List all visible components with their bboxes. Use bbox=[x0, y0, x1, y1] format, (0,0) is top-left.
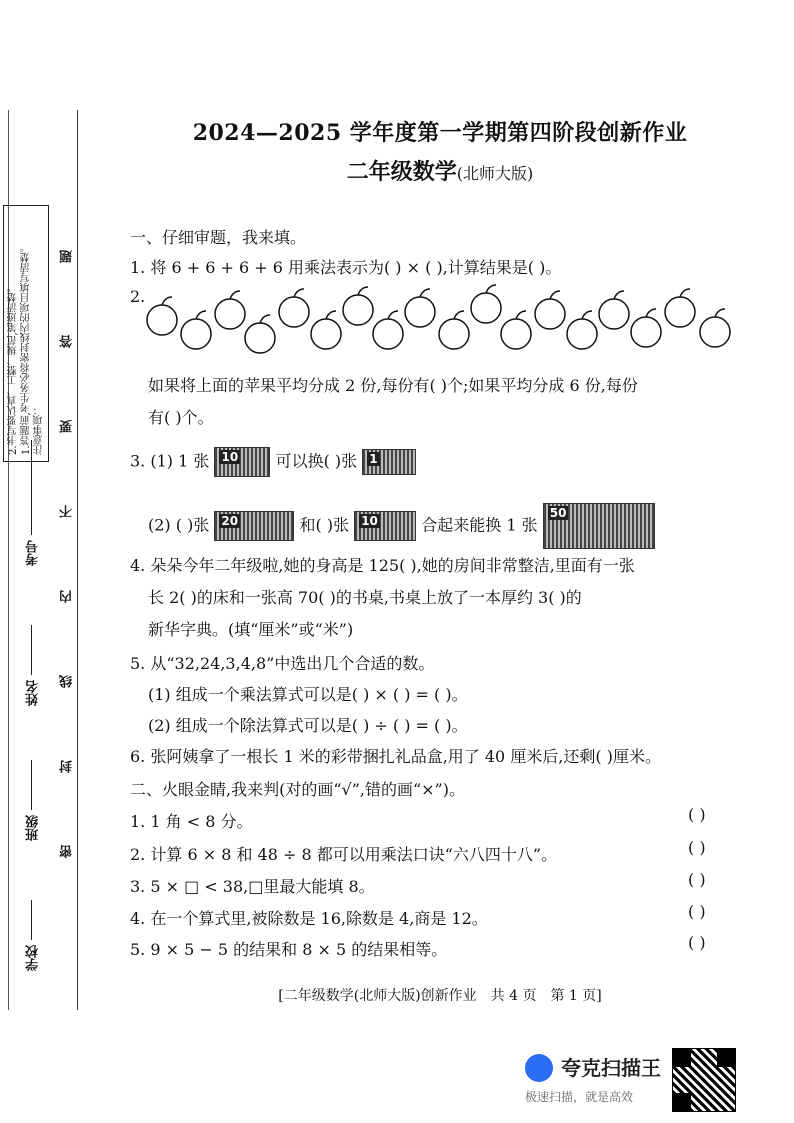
notice-box bbox=[3, 205, 49, 462]
scanner-tagline: 极速扫描，就是高效 bbox=[525, 1090, 634, 1104]
apple-icon bbox=[535, 291, 565, 329]
apple-illustration bbox=[140, 282, 760, 362]
q3-part2-suffix: 合起来能换 1 张 bbox=[421, 515, 538, 535]
apple-icon bbox=[147, 297, 177, 335]
judge-item-5: 5. 9 × 5 − 5 的结果和 8 × 5 的结果相等。 bbox=[130, 940, 448, 959]
banknote-10-yuan-value-2: 10 bbox=[361, 514, 378, 528]
question-4-line1: 4. 朵朵今年二年级啦,她的身高是 125( ),她的房间非常整洁,里面有一张 bbox=[130, 556, 635, 575]
apple-icon bbox=[215, 291, 245, 329]
apple-icon bbox=[439, 311, 469, 349]
page-title: 2024—2025 学年度第一学期第四阶段创新作业 bbox=[192, 120, 688, 146]
apple-icon bbox=[471, 285, 501, 323]
exam-no-blank-line bbox=[31, 440, 32, 535]
apple-icon bbox=[599, 291, 629, 329]
banknote-20-yuan-value: 20 bbox=[221, 514, 239, 528]
question-2-number: 2. bbox=[130, 287, 146, 306]
answer-box-4[interactable]: ( ) bbox=[688, 902, 706, 921]
notice-item-2: 2.书写要认真、工整、规范,笔迹清楚。 bbox=[8, 282, 19, 455]
question-2-line1: 如果将上面的苹果平均分成 2 份,每份有( )个;如果平均分成 6 份,每份 bbox=[148, 376, 638, 395]
judge-item-1: 1. 1 角 < 8 分。 bbox=[130, 812, 253, 831]
edition-label: (北师大版) bbox=[456, 164, 534, 183]
answer-box-2[interactable]: ( ) bbox=[688, 838, 706, 857]
answer-box-3[interactable]: ( ) bbox=[688, 870, 706, 889]
apple-icon bbox=[279, 289, 309, 327]
apple-icon bbox=[343, 287, 373, 325]
seal-char-da: 答 bbox=[60, 335, 75, 348]
question-5-part2: (2) 组成一个除法算式可以是( ) ÷ ( ) = ( )。 bbox=[148, 716, 468, 735]
question-3-part1 bbox=[130, 447, 416, 477]
page-subtitle bbox=[250, 155, 630, 186]
answer-box-1[interactable]: ( ) bbox=[688, 805, 706, 824]
q3-part1-prefix: 3. (1) 1 张 bbox=[130, 451, 210, 471]
qr-code-icon bbox=[672, 1048, 736, 1112]
class-blank-line bbox=[31, 760, 32, 810]
question-4-line3: 新华字典。(填“厘米”或“米”) bbox=[148, 620, 354, 639]
q3-part2-and: 和( )张 bbox=[299, 515, 350, 535]
question-4-line2: 长 2( )的床和一张高 70( )的书桌,书桌上放了一本厚约 3( )的 bbox=[148, 588, 582, 607]
apple-icon bbox=[665, 289, 695, 327]
banknote-1-yuan-value: 1 bbox=[369, 452, 378, 466]
label-exam-no: 考号 bbox=[26, 540, 41, 566]
apple-icon bbox=[181, 311, 211, 349]
notice-item-1: 1.答题前,考生务必将密封线内的项目填写清楚。 bbox=[21, 242, 32, 455]
label-name: 姓名 bbox=[26, 680, 41, 706]
section2-heading: 二、火眼金睛,我来判(对的画“√”,错的画“×”)。 bbox=[130, 780, 465, 799]
binding-line bbox=[77, 110, 78, 1010]
scanner-app-name: 夸克扫描王 bbox=[561, 1056, 661, 1080]
answer-box-5[interactable]: ( ) bbox=[688, 933, 706, 952]
seal-char-mi: 密 bbox=[60, 845, 75, 858]
banknote-50-yuan-image bbox=[543, 503, 655, 549]
seal-char-nei: 内 bbox=[60, 590, 75, 603]
seal-char-ti: 题 bbox=[60, 250, 75, 263]
scanner-logo-icon bbox=[525, 1054, 553, 1082]
banknote-10-yuan-image-2 bbox=[354, 511, 416, 541]
question-1: 1. 将 6 + 6 + 6 + 6 用乘法表示为( ) × ( ),计算结果是( )。 bbox=[130, 258, 562, 277]
seal-char-yao: 要 bbox=[60, 420, 75, 433]
name-blank-line bbox=[31, 625, 32, 675]
apple-icon bbox=[311, 311, 341, 349]
notice-title: 注意事项： bbox=[34, 405, 45, 455]
question-2-line2: 有( )个。 bbox=[148, 408, 214, 427]
question-5-part1: (1) 组成一个乘法算式可以是( ) × ( ) = ( )。 bbox=[148, 685, 468, 704]
banknote-20-yuan-image bbox=[214, 511, 294, 541]
scanner-watermark bbox=[525, 1052, 675, 1108]
seal-char-feng: 封 bbox=[60, 760, 75, 773]
apple-icon bbox=[700, 309, 730, 347]
apple-icon bbox=[567, 311, 597, 349]
question-6: 6. 张阿姨拿了一根长 1 米的彩带捆扎礼品盒,用了 40 厘米后,还剩( )厘米。 bbox=[130, 747, 661, 766]
page-footer: [二年级数学(北师大版)创新作业 共 4 页 第 1 页] bbox=[278, 988, 602, 1004]
label-school: 学校 bbox=[26, 945, 41, 971]
school-blank-line bbox=[31, 900, 32, 940]
label-class: 班级 bbox=[26, 815, 41, 841]
apple-icon bbox=[373, 311, 403, 349]
apple-icon bbox=[245, 315, 275, 353]
seal-char-xian: 线 bbox=[60, 675, 75, 688]
subject-name: 二年级数学 bbox=[346, 159, 457, 185]
apple-icon bbox=[501, 311, 531, 349]
seal-char-bu: 不 bbox=[60, 505, 75, 518]
question-5: 5. 从“32,24,3,4,8”中选出几个合适的数。 bbox=[130, 654, 435, 673]
banknote-10-yuan-image bbox=[214, 447, 270, 477]
question-3-part2 bbox=[148, 503, 655, 549]
judge-item-4: 4. 在一个算式里,被除数是 16,除数是 4,商是 12。 bbox=[130, 909, 488, 928]
q3-part2-prefix: (2) ( )张 bbox=[148, 515, 210, 535]
apple-icon bbox=[631, 309, 661, 347]
section1-heading: 一、仔细审题，我来填。 bbox=[130, 228, 307, 247]
banknote-10-yuan-value: 10 bbox=[221, 450, 239, 464]
banknote-1-yuan-image bbox=[362, 449, 416, 475]
apple-icon bbox=[405, 289, 435, 327]
banknote-50-yuan-value: 50 bbox=[549, 506, 567, 520]
judge-item-2: 2. 计算 6 × 8 和 48 ÷ 8 都可以用乘法口诀“六八四十八”。 bbox=[130, 845, 558, 864]
q3-part1-middle: 可以换( )张 bbox=[275, 451, 358, 471]
judge-item-3: 3. 5 × □ < 38,□里最大能填 8。 bbox=[130, 877, 375, 896]
